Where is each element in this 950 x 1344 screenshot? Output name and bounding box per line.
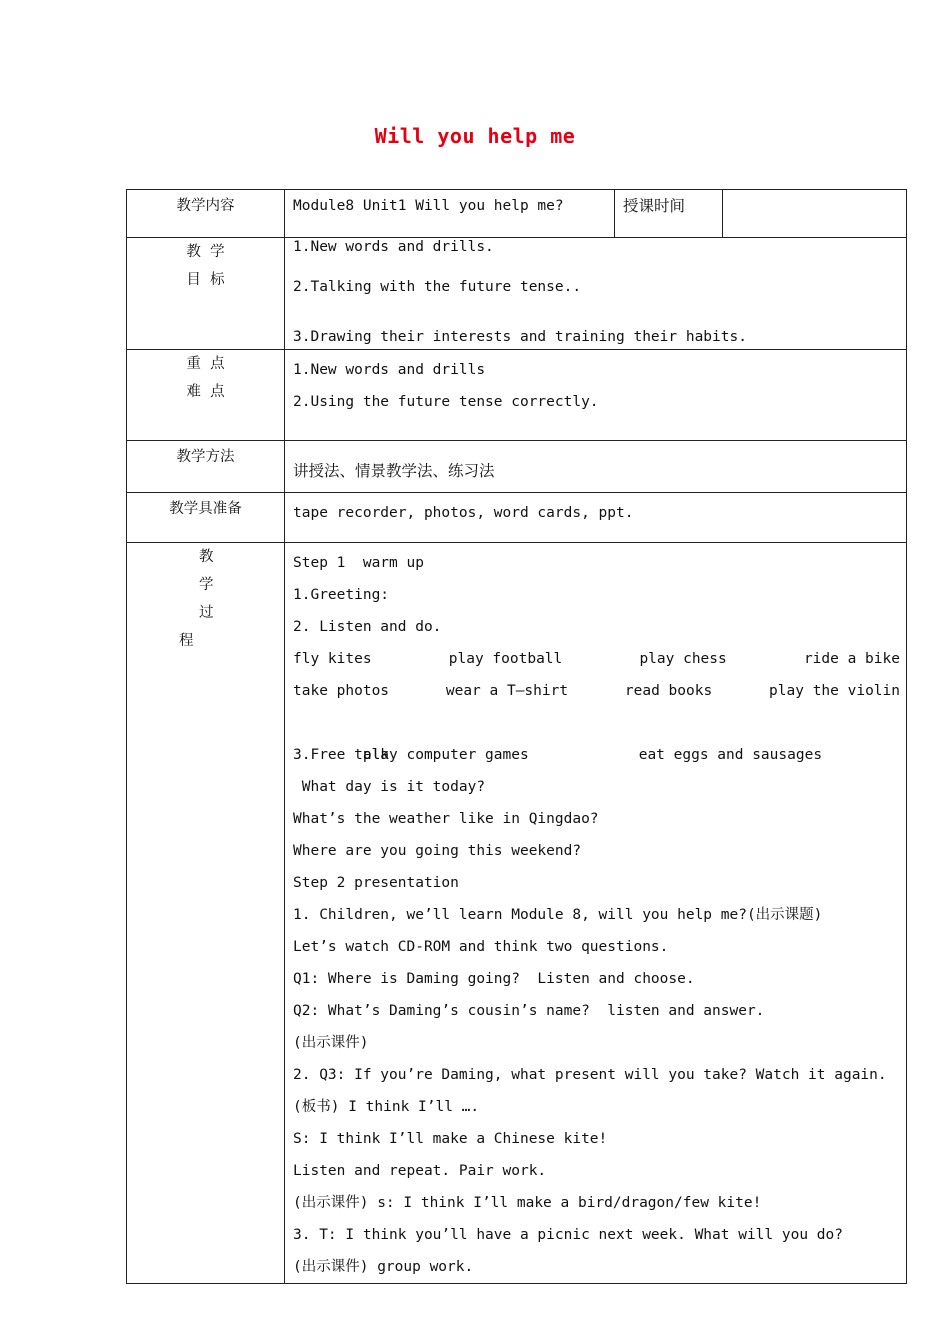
value-key-points — [285, 350, 907, 441]
value-method — [285, 441, 907, 493]
label-method — [127, 441, 285, 493]
process-line: 2. Q3: If you’re Daming, what present will you take? Watch it again. — [293, 1067, 887, 1083]
process-line: (出示课件) — [293, 1035, 369, 1051]
row-content — [127, 190, 907, 238]
label-content-text: 教学内容 — [176, 198, 235, 214]
value-tools — [285, 493, 907, 543]
label-process — [127, 543, 285, 1284]
phrase: take photos — [293, 683, 390, 699]
label-content — [127, 190, 285, 238]
process-line: What day is it today? — [293, 779, 486, 795]
process-line: (出示课件) group work. — [293, 1259, 474, 1275]
method-text: 讲授法、情景教学法、练习法 — [293, 462, 495, 480]
row-tools — [127, 493, 907, 543]
objective-item: 1.New words and drills. — [293, 239, 494, 255]
lesson-plan-table — [126, 189, 907, 1284]
row-process — [127, 543, 907, 1284]
phrase: play football — [448, 651, 563, 667]
label-time — [615, 190, 723, 238]
process-line: 3.Free talk — [293, 747, 390, 763]
process-line: Listen and repeat. Pair work. — [293, 1163, 547, 1179]
label-key-points — [127, 350, 285, 441]
process-char: 教 — [199, 549, 214, 565]
label-key-line2: 难 点 — [186, 384, 225, 400]
process-line: What’s the weather like in Qingdao? — [293, 811, 599, 827]
process-line: Let’s watch CD-ROM and think two questions. — [293, 939, 669, 955]
label-objectives-line2: 目 标 — [186, 272, 225, 288]
row-objectives — [127, 238, 907, 350]
phrase: eat eggs and sausages — [638, 747, 823, 763]
label-objectives — [127, 238, 285, 350]
phrase: fly kites — [293, 651, 372, 667]
process-char: 学 — [199, 577, 214, 593]
row-key-points — [127, 350, 907, 441]
phrase: ride a bike — [803, 651, 900, 667]
phrase-row — [293, 643, 900, 675]
process-line: Q1: Where is Daming going? Listen and choose. — [293, 971, 695, 987]
objective-item: 2.Talking with the future tense.. — [293, 279, 582, 295]
label-key-line1: 重 点 — [186, 356, 225, 372]
process-line: Q2: What’s Daming’s cousin’s name? listen and answer. — [293, 1003, 765, 1019]
process-line: (出示课件) s: I think I’ll make a bird/dragon/few kite! — [293, 1195, 762, 1211]
label-time-text: 授课时间 — [623, 197, 686, 215]
phrase: play the violin — [769, 683, 900, 699]
key-point-item: 2.Using the future tense correctly. — [293, 394, 599, 410]
value-time — [723, 190, 907, 238]
process-line: 1. Children, we’ll learn Module 8, will you help me?(出示课题) — [293, 907, 823, 923]
process-line: 3. T: I think you’ll have a picnic next week. What will you do? — [293, 1227, 843, 1243]
phrase: play chess — [639, 651, 727, 667]
process-line: 2. Listen and do. — [293, 619, 442, 635]
process-char: 程 — [179, 633, 194, 649]
label-tools-text: 教学具准备 — [169, 501, 242, 517]
module-title: Module8 Unit1 Will you help me? — [293, 198, 564, 214]
label-tools — [127, 493, 285, 543]
label-method-text: 教学方法 — [176, 449, 235, 465]
process-line: (板书) I think I’ll …. — [293, 1099, 480, 1115]
process-line: Where are you going this weekend? — [293, 843, 582, 859]
value-content — [285, 190, 615, 238]
process-char: 过 — [199, 605, 214, 621]
value-process — [285, 543, 907, 1284]
phrase: play computer games — [362, 747, 529, 763]
tools-text: tape recorder, photos, word cards, ppt. — [293, 505, 634, 521]
objective-item: 3.Drawing their interests and training their habits. — [293, 329, 747, 345]
phrase: read books — [624, 683, 713, 699]
label-objectives-line1: 教 学 — [186, 244, 225, 260]
process-line: S: I think I’ll make a Chinese kite! — [293, 1131, 608, 1147]
phrase-row — [293, 675, 900, 707]
row-method — [127, 441, 907, 493]
phrase: wear a T—shirt — [445, 683, 569, 699]
process-line: Step 1 warm up — [293, 555, 424, 571]
key-point-item: 1.New words and drills — [293, 362, 486, 378]
process-line: Step 2 presentation — [293, 875, 459, 891]
process-line: 1.Greeting: — [293, 587, 390, 603]
value-objectives — [285, 238, 907, 350]
document-title: Will you help me — [374, 124, 576, 148]
